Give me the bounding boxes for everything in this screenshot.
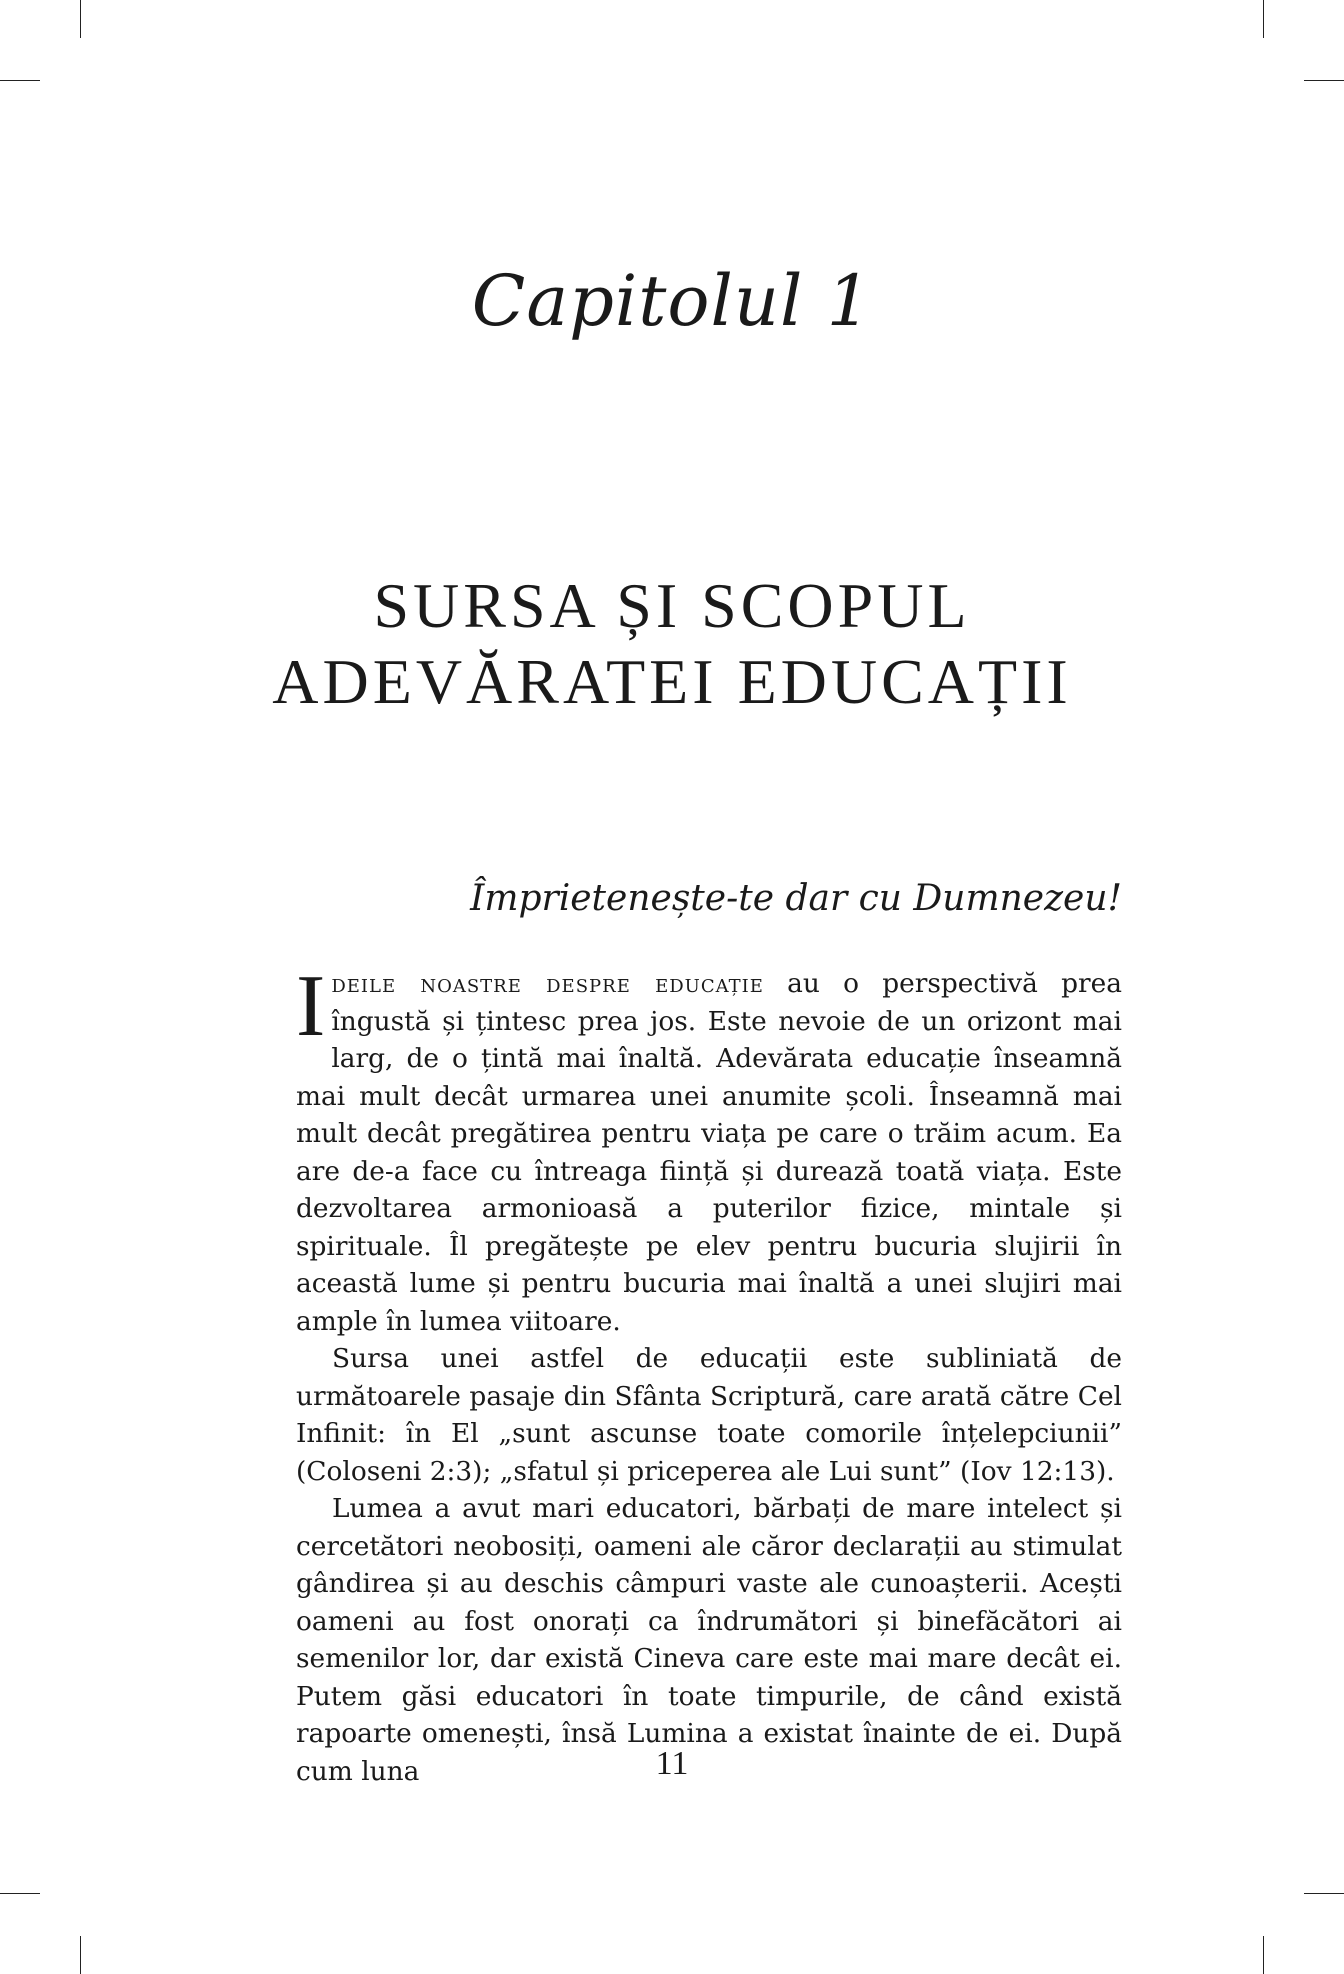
crop-mark-bottom-right-h [1304, 1893, 1344, 1894]
paragraph-3: Lumea a avut mari educatori, bărbați de mare intelect și cercetători neobosiți, oameni ale căror declarații au stimulat gândirea și au deschis câmpuri vaste ale cunoașterii. Acești oameni au fost onorați ca îndrumători și binefăcători ai semenilor lor, dar există Cineva care este mai mare decât ei. Putem găsi educatori în toate timpurile, de când există rapoarte omenești, însă Lumina a existat înainte de ei. După cum luna [296, 1493, 1122, 1787]
chapter-label: Capitolul 1 [471, 260, 873, 342]
crop-mark-bottom-left-h [0, 1893, 40, 1894]
paragraph-1-smallcaps: deile noastre despre educație [331, 968, 764, 999]
paragraph-1-text: au o perspectivă prea îngustă și țintesc prea jos. Este nevoie de un orizont mai larg, de o țintă mai înaltă. Adevărata educație înseamnă mai mult decât urmarea unei anumite școli. Înseamnă mai mult decât pregătirea pentru viața pe care o trăim acum. Ea are de-a face cu întreaga ființă și durează toată viața. Este dezvoltarea armonioasă a puterilor fizice, mintale și spirituale. Îl pregătește pe elev pentru bucuria slujirii în această lume și pentru bucuria mai înaltă a unei slujiri mai ample în lumea viitoare. [296, 968, 1123, 1337]
drop-cap: I [296, 958, 326, 1055]
epigraph: Împrietenește-te dar cu Dumnezeu! [470, 878, 1122, 919]
crop-mark-bottom-right [1263, 1936, 1264, 1974]
page-number: 11 [655, 1745, 689, 1782]
crop-mark-top-left-h [0, 80, 40, 81]
paragraph-2: Sursa unei astfel de educații este subliniată de următoarele pasaje din Sfânta Scriptură, care arată către Cel Infinit: în El „sunt ascunse toate comorile înțelepciunii” (Coloseni 2:3); „sfatul și priceperea ale Lui sunt” (Iov 12:13). [296, 1343, 1122, 1487]
crop-mark-top-right [1263, 0, 1264, 38]
body-text [296, 958, 1123, 1790]
paragraph-1 [296, 958, 1123, 1340]
crop-mark-top-right-h [1304, 80, 1344, 81]
chapter-title-line-1: SURSA ȘI SCOPUL [373, 570, 971, 641]
chapter-title [0, 568, 1344, 720]
chapter-title-line-2: ADEVĂRATEI EDUCAȚII [272, 646, 1072, 717]
crop-mark-top-left [80, 0, 81, 38]
crop-mark-bottom-left [80, 1936, 81, 1974]
